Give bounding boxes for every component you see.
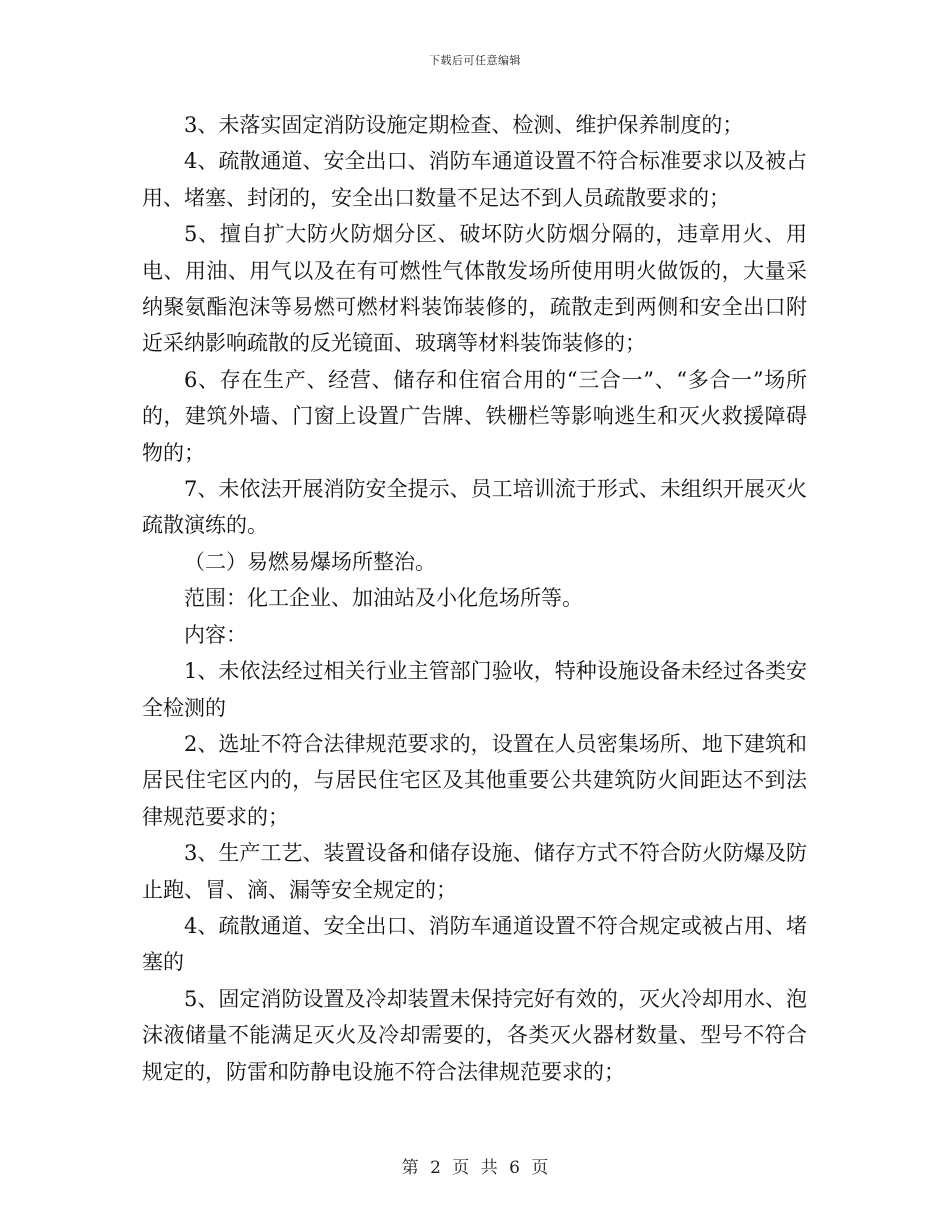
section-heading: （二）易燃易爆场所整治。 [184,549,436,574]
paragraph: 1、未依法经过相关行业主管部门验收，特种设施设备未经过各类安全检测的 [142,659,807,720]
paragraph: 3、未落实固定消防设施定期检查、检测、维护保养制度的； [184,113,744,137]
paragraph: 5、固定消防设置及冷却装置未保持完好有效的，灭火冷却用水、泡沫液储量不能满足灭火及冷却需要的，各类灭火器材数量、型号不符合规定的，防雷和防静电设施不符合法律规范要求的； [142,986,807,1084]
paragraph: 4、疏散通道、安全出口、消防车通道设置不符合规定或被占用、堵塞的 [142,913,807,975]
paragraph: 6、存在生产、经营、储存和住宿合用的“三合一”、“多合一”场所的，建筑外墙、门窗上设置广告牌、铁栅栏等影响逃生和灭火救援障碍物的； [142,367,807,465]
paragraph: 范围：化工企业、加油站及小化危场所等。 [184,586,583,611]
document-body [142,107,807,1090]
page-footer: 第 2 页 共 6 页 [401,1158,549,1178]
page-header: 下载后可任意编辑 [429,54,521,67]
paragraph: 3、生产工艺、装置设备和储存设施、储存方式不符合防火防爆及防止跑、冒、滴、漏等安全规定的； [142,841,807,902]
paragraph: 4、疏散通道、安全出口、消防车通道设置不符合标准要求以及被占用、堵塞、封闭的，安全出口数量不足达不到人员疏散要求的； [142,149,807,210]
paragraph: 内容： [184,622,247,647]
paragraph: 5、擅自扩大防火防烟分区、破坏防火防烟分隔的，违章用火、用电、用油、用气以及在有可燃性气体散发场所使用明火做饭的，大量采纳聚氨酯泡沫等易燃可燃材料装饰装修的，疏散走到两侧和安全出口附近采纳影响疏散的反光镜面、玻璃等材料装饰装修的； [142,222,807,356]
paragraph: 2、选址不符合法律规范要求的，设置在人员密集场所、地下建筑和居民住宅区内的，与居民住宅区及其他重要公共建筑防火间距达不到法律规范要求的； [142,731,807,829]
paragraph: 7、未依法开展消防安全提示、员工培训流于形式、未组织开展灭火疏散演练的。 [142,477,807,538]
